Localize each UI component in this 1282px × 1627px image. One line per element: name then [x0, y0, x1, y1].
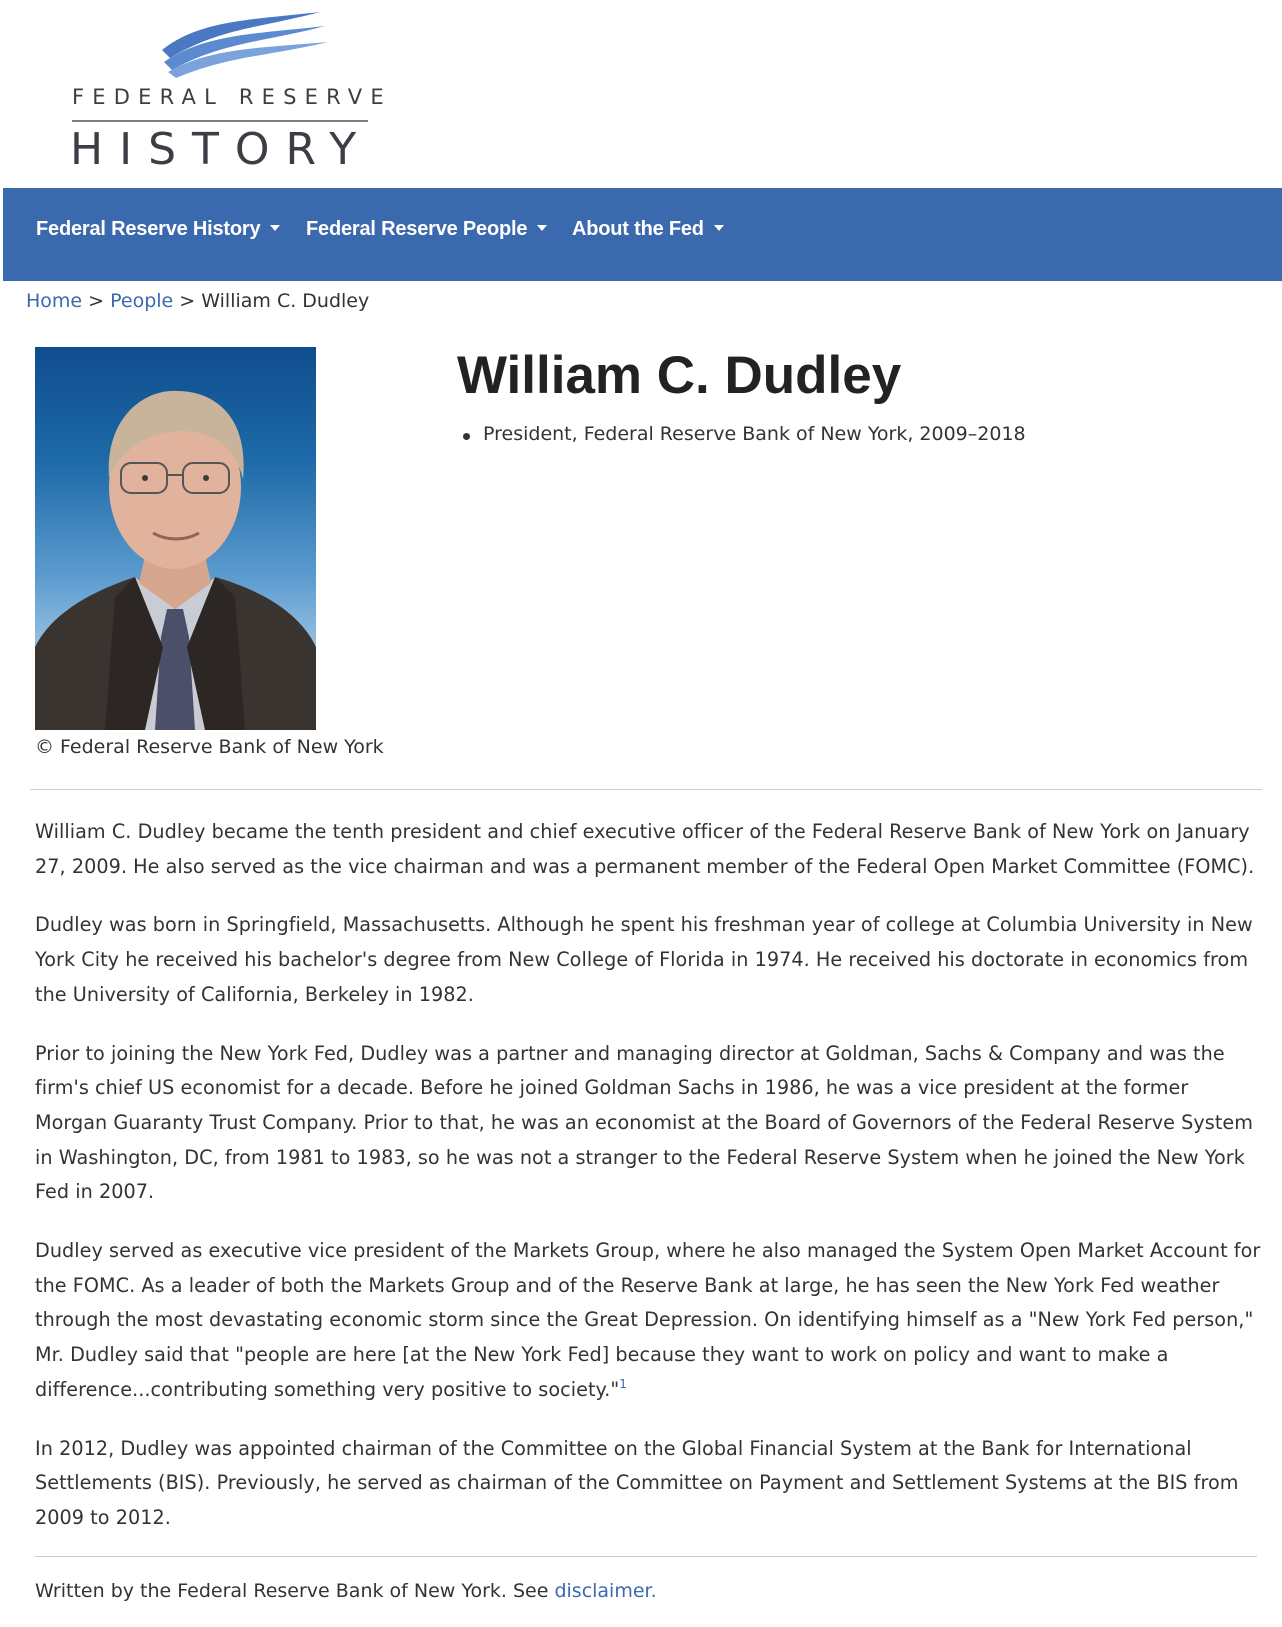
biography: [35, 815, 1261, 1560]
nav-item-label: About the Fed: [572, 218, 704, 240]
portrait-photo: [35, 347, 316, 730]
caret-down-icon: [714, 225, 724, 231]
roles-list: [483, 423, 1026, 445]
nav-item-label: Federal Reserve People: [306, 218, 528, 240]
nav-item-federal-reserve-people[interactable]: [306, 218, 547, 241]
bio-paragraph: William C. Dudley became the tenth president and chief executive officer of the Federal Reserve Bank of New York on January 27, 2009. He also served as the vice chairman and was a permanent member of the Federal Open Market Committee (FOMC).: [35, 820, 1255, 878]
breadcrumb-separator: >: [179, 290, 196, 312]
waves-icon: [160, 10, 330, 80]
page-title: William C. Dudley: [457, 346, 902, 405]
authorship-text: Written by the Federal Reserve Bank of New York. See: [35, 1580, 555, 1602]
caret-down-icon: [537, 225, 547, 231]
nav-item-federal-reserve-history[interactable]: [36, 218, 280, 241]
authorship-note: [35, 1580, 657, 1602]
role-item: President, Federal Reserve Bank of New York, 2009–2018: [483, 423, 1026, 445]
disclaimer-link[interactable]: disclaimer.: [554, 1580, 657, 1602]
site-header: [0, 0, 1282, 188]
logo-divider: [72, 120, 368, 122]
breadcrumb-separator: >: [88, 290, 105, 312]
portrait-figure: [35, 347, 316, 730]
bio-paragraph: Prior to joining the New York Fed, Dudley was a partner and managing director at Goldman, Sachs & Company and was the firm's chief US economist for a decade. Before he joined Goldman Sachs in 1986, he was a vice president at the former Morgan Guaranty Trust Company. Prior to that, he was an economist at the Board of Governors of the Federal Reserve System in Washington, DC, from 1981 to 1983, so he was not a stranger to the Federal Reserve System when he joined the New York Fed in 2007.: [35, 1041, 1254, 1204]
main-nav: [3, 188, 1282, 281]
nav-item-label: Federal Reserve History: [36, 218, 261, 240]
breadcrumb-current: William C. Dudley: [201, 290, 370, 312]
bio-paragraph: Dudley was born in Springfield, Massachusetts. Although he spent his freshman year of college at Columbia University in New York City he received his bachelor's degree from New College of Florida in 1974. He received his doctorate in economics from the University of California, Berkeley in 1982.: [35, 913, 1253, 1006]
bio-paragraph: In 2012, Dudley was appointed chairman of the Committee on the Global Financial System at the Bank for International Settlements (BIS). Previously, he served as chairman of the Committee on Payment and Settlement Systems at the BIS from 2009 to 2012.: [35, 1436, 1239, 1529]
divider: [35, 1556, 1257, 1557]
bio-paragraph-text: Dudley served as executive vice president of the Markets Group, where he also managed the System Open Market Account for the FOMC. As a leader of both the Markets Group and of the Reserve Bank at large, he has seen the New York Fed weather through the most devastating economic storm since the Great Depression. On identifying himself as a "New York Fed person," Mr. Dudley said that "people are here [at the New York Fed] because they want to work on policy and want to make a difference...contributing something very positive to society.": [35, 1239, 1261, 1401]
breadcrumb-home-link[interactable]: Home: [26, 290, 83, 312]
bio-paragraph-with-footnote: [35, 1234, 1261, 1408]
site-logo[interactable]: [70, 10, 392, 180]
breadcrumb: [26, 290, 369, 312]
logo-bottom-text: HISTORY: [70, 124, 373, 175]
footnote-link[interactable]: 1: [619, 1376, 627, 1391]
nav-item-about-the-fed[interactable]: [572, 218, 724, 241]
logo-top-text: FEDERAL RESERVE: [72, 85, 392, 109]
caret-down-icon: [270, 225, 280, 231]
divider: [30, 789, 1262, 790]
breadcrumb-people-link[interactable]: People: [110, 290, 174, 312]
photo-caption: © Federal Reserve Bank of New York: [35, 736, 384, 758]
